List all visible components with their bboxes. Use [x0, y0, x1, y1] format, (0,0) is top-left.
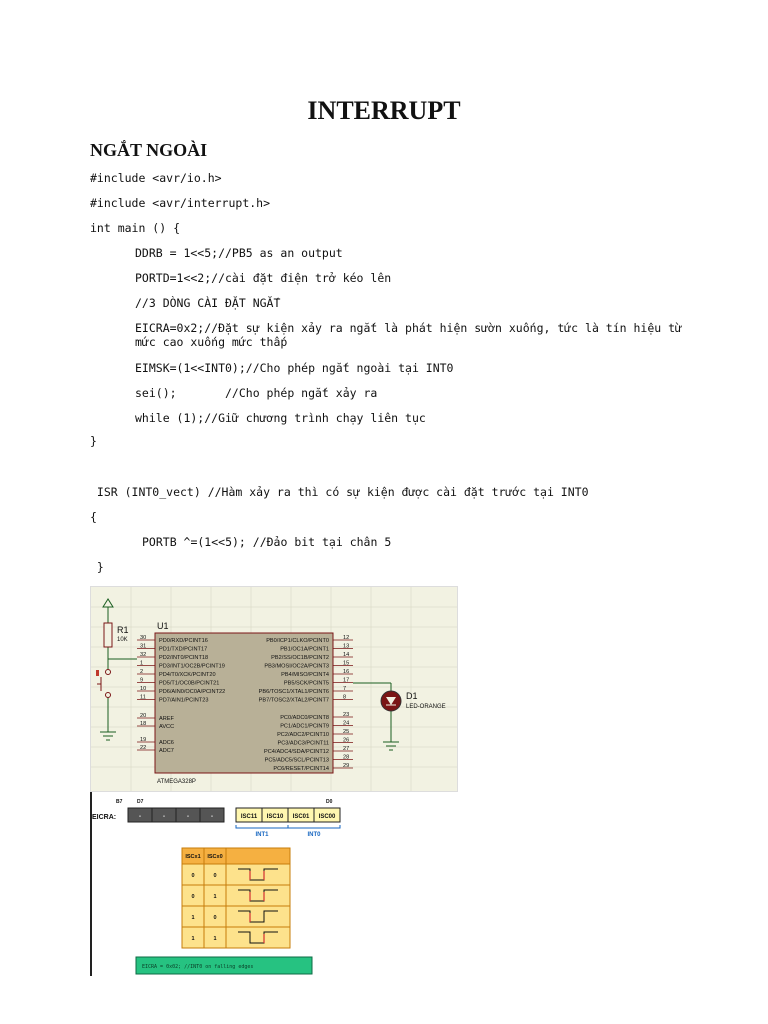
chip-pin-label: PC2/ADC2/PCINT10: [277, 732, 329, 738]
chip-pin-label: PD7/AIN1/PCINT23: [159, 697, 209, 704]
code-line: PORTD=1<<2;//cài đặt điện trở kéo lên: [135, 271, 392, 285]
register-cell: ISC01: [292, 814, 310, 820]
chip-name: ATMEGA328P: [157, 779, 196, 785]
pin-number: 10: [140, 686, 147, 692]
pin-number: 12: [343, 635, 350, 641]
pin-number: 2: [140, 669, 144, 675]
pin-number: 19: [140, 737, 147, 743]
table-cell: 1: [191, 915, 195, 921]
table-cell: 0: [191, 873, 195, 879]
chip-ref: U1: [157, 621, 169, 631]
code-line: ISR (INT0_vect) //Hàm xảy ra thì có sự kiện được cài đặt trước tại INT0: [90, 485, 589, 499]
pin-number: 15: [343, 660, 350, 667]
chip-pin-label: PB6/TOSC1/XTAL1/PCINT6: [258, 689, 329, 695]
pin-number: 31: [140, 643, 147, 650]
pin-number: 23: [343, 712, 350, 718]
pin-number: 27: [343, 746, 350, 752]
code-line: EICRA=0x2;//Đặt sự kiện xảy ra ngắt là phát hiện sườn xuống, tức là tín hiệu từ: [135, 321, 682, 335]
led-value: LED-ORANGE: [406, 704, 446, 710]
chip-pin-label: PD2/INT0/PCINT18: [159, 655, 209, 661]
pin-number: 29: [343, 763, 350, 769]
resistor-ref: R1: [117, 625, 129, 635]
pin-number: 16: [343, 669, 350, 675]
chip-pin-label: ADC6: [159, 740, 174, 746]
bit-label: B7: [116, 799, 123, 805]
pin-number: 30: [140, 635, 147, 641]
chip-pin-label: PB3/MOSI/OC2A/PCINT3: [264, 663, 329, 670]
register-cell: -: [211, 814, 213, 820]
register-cell: -: [187, 814, 189, 820]
table-header: ISCx1: [185, 854, 201, 860]
circuit-schematic: [90, 586, 458, 792]
code-note-text: EICRA = 0x02; //INT0 on falling edges: [142, 964, 254, 970]
pin-number: 20: [140, 713, 147, 719]
code-line: #include <avr/interrupt.h>: [90, 196, 271, 210]
code-line: int main () {: [90, 221, 181, 235]
chip-pin-label: PD5/T1/OC0B/PCINT21: [159, 680, 220, 687]
chip-pin-label: PB5/SCK/PCINT5: [283, 680, 329, 687]
group-label: INT0: [307, 832, 321, 838]
code-line: PORTB ^=(1<<5); //Đảo bit tại chân 5: [142, 535, 392, 549]
pin-number: 26: [343, 737, 350, 744]
register-name: EICRA:: [92, 814, 117, 821]
table-cell: 0: [213, 915, 217, 921]
pin-number: 14: [343, 652, 350, 658]
pin-number: 8: [343, 694, 347, 701]
register-cell: ISC00: [318, 814, 336, 820]
pin-number: 25: [343, 729, 350, 735]
chip-pin-label: PB1/OC1A/PCINT1: [280, 646, 329, 653]
pin-number: 7: [343, 686, 347, 692]
chip-pin-label: PC6/RESET/PCINT14: [273, 766, 329, 772]
chip-pin-label: PD1/TXD/PCINT17: [159, 646, 208, 653]
code-line: DDRB = 1<<5;//PB5 as an output: [135, 246, 343, 260]
pin-number: 24: [343, 720, 350, 727]
code-line: }: [90, 560, 104, 574]
code-line: EIMSK=(1<<INT0);//Cho phép ngắt ngoài tại INT0: [135, 361, 454, 375]
page-title: INTERRUPT: [307, 96, 461, 125]
table-header: ISCx0: [207, 854, 223, 860]
pin-number: 32: [140, 652, 147, 658]
code-line: //3 DÒNG CÀI ĐẶT NGẮT: [135, 296, 281, 310]
register-cell: ISC11: [240, 814, 258, 820]
chip-pin-label: PD4/T0/XCK/PCINT20: [159, 672, 216, 678]
chip-pin-label: PD3/INT1/OC2B/PCINT19: [159, 663, 225, 670]
group-label: INT1: [255, 832, 269, 838]
pin-number: 22: [140, 745, 147, 751]
eicra-register-figure: [90, 792, 370, 978]
chip-pin-label: PD0/RXD/PCINT16: [159, 638, 208, 644]
resistor-r1: [104, 623, 112, 647]
chip-pin-label: PB2/SS/OC1B/PCINT2: [271, 655, 329, 661]
chip-pin-label: PB0/ICP1/CLKO/PCINT0: [266, 638, 329, 644]
table-cell: 1: [191, 936, 195, 942]
table-cell: 0: [191, 894, 195, 900]
chip-pin-label: ADC7: [159, 748, 174, 754]
register-cell: -: [139, 814, 141, 820]
code-line: {: [90, 510, 97, 524]
chip-pin-label: PC0/ADC0/PCINT8: [280, 715, 329, 721]
chip-pin-label: PC4/ADC4/SDA/PCINT12: [264, 749, 329, 755]
pin-number: 11: [140, 694, 146, 701]
code-line: mức cao xuống mức thấp: [135, 335, 288, 349]
pin-number: 17: [343, 677, 350, 684]
chip-pin-label: PC5/ADC5/SCL/PCINT13: [264, 757, 329, 764]
pin-number: 9: [140, 677, 144, 684]
chip-pin-label: PD6/AIN0/OC0A/PCINT22: [159, 689, 226, 695]
resistor-value: 10K: [117, 637, 128, 643]
chip-pin-label: AREF: [159, 716, 174, 722]
code-line: }: [90, 434, 97, 448]
pin-number: 13: [343, 643, 350, 650]
pin-number: 18: [140, 721, 147, 727]
chip-pin-label: PC1/ADC1/PCINT9: [280, 723, 329, 730]
chip-pin-label: PB7/TOSC2/XTAL2/PCINT7: [258, 697, 329, 704]
bit-label: D0: [326, 799, 333, 805]
chip-pin-label: PC3/ADC3/PCINT11: [277, 740, 329, 747]
chip-pin-label: AVCC: [159, 724, 175, 730]
led-ref: D1: [406, 691, 418, 701]
code-line: while (1);//Giữ chương trình chạy liên tục: [135, 411, 426, 425]
table-cell: 1: [213, 936, 217, 942]
register-cell: -: [163, 814, 165, 820]
pin-number: 28: [343, 754, 350, 761]
bit-label: D7: [137, 799, 144, 805]
table-cell: 0: [213, 873, 217, 879]
pin-number: 1: [140, 660, 144, 667]
code-line: sei(); //Cho phép ngắt xảy ra: [135, 386, 378, 400]
table-cell: 1: [213, 894, 217, 900]
register-cell: ISC10: [266, 814, 284, 820]
chip-pin-label: PB4/MISO/PCINT4: [281, 672, 329, 678]
section-heading: NGẮT NGOÀI: [90, 140, 208, 160]
code-line: #include <avr/io.h>: [90, 171, 222, 185]
